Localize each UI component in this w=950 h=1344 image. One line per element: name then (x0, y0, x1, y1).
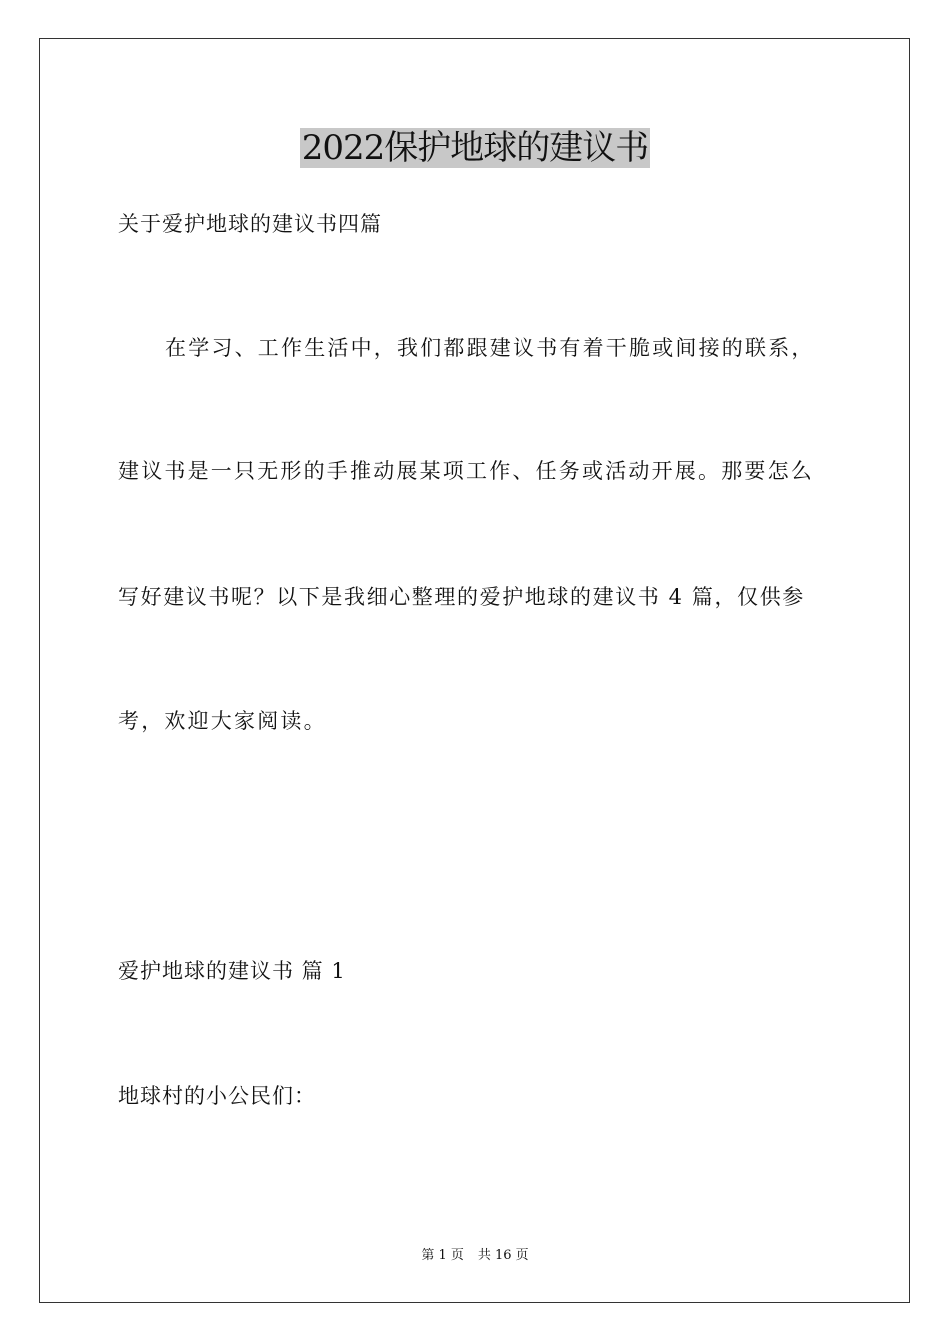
page-footer (0, 1247, 950, 1265)
salutation: 地球村的小公民们： (118, 1084, 316, 1108)
page-total: 共 16 页 (477, 1248, 529, 1263)
intro-line-2: 建议书是一只无形的手推动展某项工作、任务或活动开展。那要怎么 (118, 459, 814, 483)
document-subtitle: 关于爱护地球的建议书四篇 (118, 212, 382, 236)
intro-line-4: 考，欢迎大家阅读。 (118, 709, 327, 733)
intro-line-3: 写好建议书呢？以下是我细心整理的爱护地球的建议书 4 篇，仅供参 (118, 585, 805, 609)
section-heading: 爱护地球的建议书 篇 1 (118, 959, 346, 983)
intro-line-1: 在学习、工作生活中，我们都跟建议书有着干脆或间接的联系， (165, 336, 815, 360)
document-title (0, 126, 950, 170)
document-title-text: 2022保护地球的建议书 (301, 128, 649, 168)
page-number: 第 1 页 (421, 1248, 464, 1263)
